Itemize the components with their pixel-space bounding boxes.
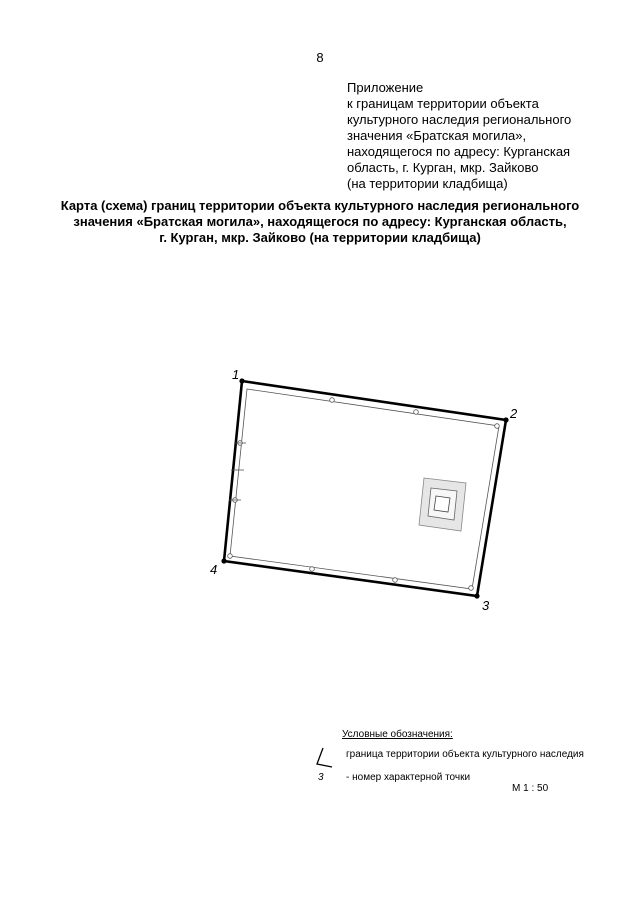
title-line: Карта (схема) границ территории объекта культурного наследия регионального (60, 198, 580, 213)
appendix-line: к границам территории объекта (347, 96, 539, 111)
monument (419, 478, 466, 531)
title-line: г. Курган, мкр. Зайково (на территории кладбища) (159, 230, 481, 245)
map-scale: М 1 : 50 (512, 783, 549, 794)
legend-point-symbol: 3 (318, 772, 324, 783)
title-line: значения «Братская могила», находящегося по адресу: Курганская область, (73, 214, 567, 229)
page-number: 8 (316, 50, 324, 65)
appendix-line: область, г. Курган, мкр. Зайково (347, 160, 539, 175)
appendix-line: находящегося по адресу: Курганская (347, 144, 571, 159)
boundary-point-marker (221, 558, 226, 563)
legend-heading: Условные обозначения: (342, 729, 453, 740)
appendix-line: Приложение (347, 80, 424, 95)
legend-boundary-text: граница территории объекта культурного наследия (346, 749, 584, 760)
boundary-point-marker (239, 378, 244, 383)
point-label: 3 (482, 598, 490, 613)
point-label: 2 (510, 406, 518, 421)
boundary-point-marker (474, 593, 479, 598)
point-label: 4 (210, 562, 218, 577)
legend-boundary-symbol (317, 748, 332, 767)
legend-point-text: - номер характерной точки (346, 772, 471, 783)
boundary-point-marker (503, 417, 508, 422)
appendix-line: (на территории кладбища) (347, 176, 508, 191)
legend-point-row (318, 772, 471, 783)
point-label: 1 (232, 367, 240, 382)
appendix-line: значения «Братская могила», (347, 128, 527, 143)
appendix-line: культурного наследия регионального (347, 112, 572, 127)
